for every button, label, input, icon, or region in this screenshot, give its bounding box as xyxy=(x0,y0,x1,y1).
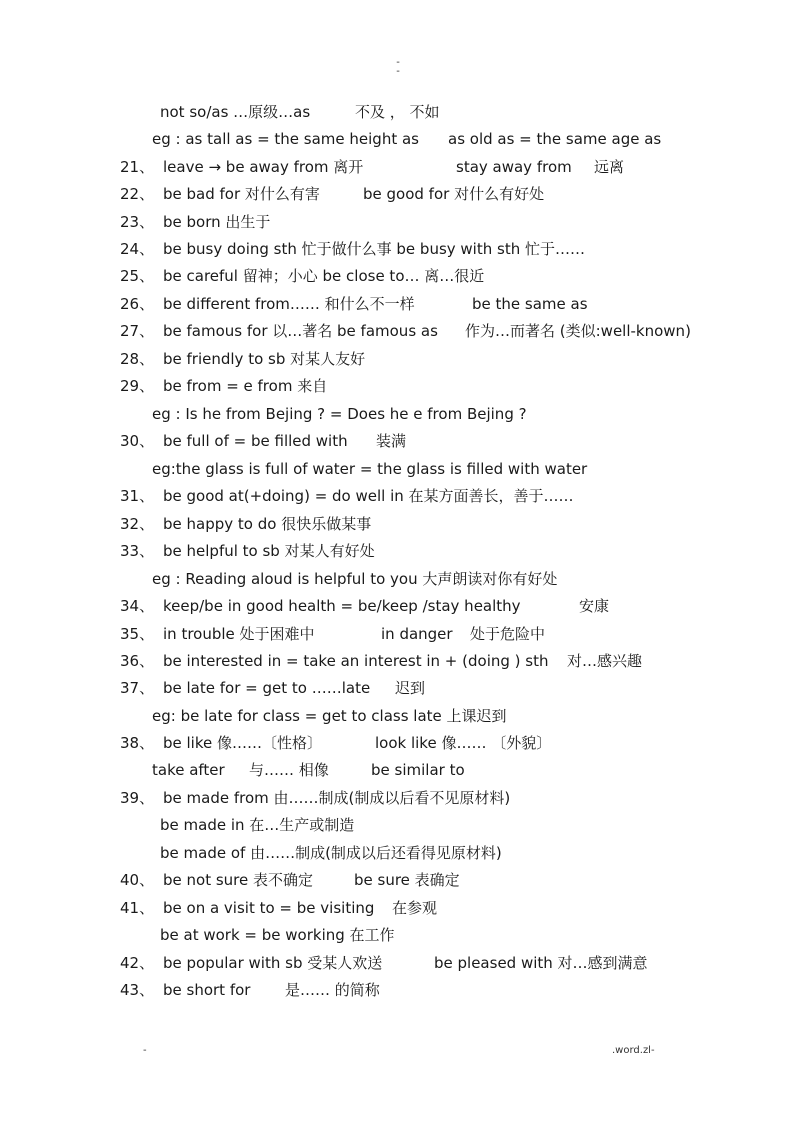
entry-text: be careful 留神；小心 be close to… 离…很近 xyxy=(163,267,485,285)
header-mark-bottom: - xyxy=(396,66,400,77)
entry-text: take after xyxy=(152,761,225,779)
entry-number: 37、 xyxy=(120,679,155,697)
entry-text: leave → be away from 离开 xyxy=(163,158,364,176)
entry-text: 对…感兴趣 xyxy=(567,652,643,670)
entry-number: 42、 xyxy=(120,954,155,972)
entry-text: be made from 由……制成(制成以后看不见原材料) xyxy=(163,789,511,807)
entry-text: eg:the glass is full of water = the glass is filled with water xyxy=(152,460,588,478)
entry-text: stay away from xyxy=(456,158,572,176)
entry-text: as old as = the same age as xyxy=(448,130,662,148)
entry-text: eg : Is he from Bejing ? = Does he e from Bejing ? xyxy=(152,405,527,423)
entry-number: 21、 xyxy=(120,158,155,176)
entry-number: 38、 xyxy=(120,734,155,752)
entry-text: be full of = be filled with xyxy=(163,432,348,450)
entry-text: be good for 对什么有好处 xyxy=(363,185,545,203)
entry-text: be busy doing sth 忙于做什么事 be busy with sth 忙于…… xyxy=(163,240,585,258)
entry-text: be short for xyxy=(163,981,251,999)
entry-number: 23、 xyxy=(120,213,155,231)
entry-number: 27、 xyxy=(120,322,155,340)
entry-text: in danger xyxy=(381,625,453,643)
entry-number: 22、 xyxy=(120,185,155,203)
entry-text: be bad for 对什么有害 xyxy=(163,185,320,203)
entry-text: be the same as xyxy=(472,295,588,313)
header-marks xyxy=(392,58,404,76)
entry-number: 43、 xyxy=(120,981,155,999)
entry-number: 35、 xyxy=(120,625,155,643)
entry-number: 33、 xyxy=(120,542,155,560)
header-mark-top: - xyxy=(396,57,400,68)
entry-text: be made in 在…生产或制造 xyxy=(160,816,355,834)
entry-text: 不及 ， 不如 xyxy=(355,103,440,121)
entry-text: 安康 xyxy=(579,597,610,615)
entry-number: 34、 xyxy=(120,597,155,615)
entry-text: be famous for 以…著名 be famous as xyxy=(163,322,438,340)
entry-text: look like 像…… 〔外貌〕 xyxy=(375,734,552,752)
entry-number: 36、 xyxy=(120,652,155,670)
footer-left: - xyxy=(143,1045,147,1056)
entry-text: 处于危险中 xyxy=(470,625,546,643)
entry-text: be sure 表确定 xyxy=(354,871,460,889)
entry-text: 远离 xyxy=(594,158,625,176)
entry-text: be from = e from 来自 xyxy=(163,377,328,395)
entry-number: 32、 xyxy=(120,515,155,533)
entry-text: keep/be in good health = be/keep /stay healthy xyxy=(163,597,521,615)
entry-text: be at work = be working 在工作 xyxy=(160,926,395,944)
entry-text: be helpful to sb 对某人有好处 xyxy=(163,542,375,560)
entry-number: 31、 xyxy=(120,487,155,505)
entry-text: be friendly to sb 对某人友好 xyxy=(163,350,366,368)
entry-text: be different from…… 和什么不一样 xyxy=(163,295,415,313)
entry-text: be popular with sb 受某人欢送 xyxy=(163,954,383,972)
entry-text: 装满 xyxy=(376,432,407,450)
entry-number: 29、 xyxy=(120,377,155,395)
entry-text: 是…… 的简称 xyxy=(285,981,380,999)
entry-text: not so/as …原级…as xyxy=(160,103,311,121)
entry-text: be born 出生于 xyxy=(163,213,271,231)
entry-text: eg : Reading aloud is helpful to you 大声朗读对你有好处 xyxy=(152,570,558,588)
entry-text: 在参观 xyxy=(392,899,438,917)
entry-number: 40、 xyxy=(120,871,155,889)
entry-number: 25、 xyxy=(120,267,155,285)
entry-text: be late for = get to ……late xyxy=(163,679,371,697)
entry-number: 30、 xyxy=(120,432,155,450)
entry-text: be interested in = take an interest in + (doing ) sth xyxy=(163,652,549,670)
entry-number: 24、 xyxy=(120,240,155,258)
entry-text: be good at(+doing) = do well in 在某方面善长，善于…… xyxy=(163,487,574,505)
entry-number: 26、 xyxy=(120,295,155,313)
entry-text: eg: be late for class = get to class late 上课迟到 xyxy=(152,707,507,725)
entry-text: 作为…而著名 (类似:well-known) xyxy=(465,322,691,340)
entry-text: eg : as tall as = the same height as xyxy=(152,130,419,148)
entry-text: be like 像……〔性格〕 xyxy=(163,734,323,752)
entry-number: 41、 xyxy=(120,899,155,917)
entry-text: be similar to xyxy=(371,761,465,779)
entry-number: 39、 xyxy=(120,789,155,807)
entry-text: 与…… 相像 xyxy=(249,761,329,779)
footer-right: .word.zl- xyxy=(612,1045,655,1056)
entry-text: be pleased with 对…感到满意 xyxy=(434,954,648,972)
entry-text: be happy to do 很快乐做某事 xyxy=(163,515,372,533)
entry-text: 迟到 xyxy=(395,679,426,697)
entry-text: be on a visit to = be visiting xyxy=(163,899,375,917)
entry-text: in trouble 处于困难中 xyxy=(163,625,315,643)
entry-text: be not sure 表不确定 xyxy=(163,871,314,889)
entry-number: 28、 xyxy=(120,350,155,368)
entry-text: be made of 由……制成(制成以后还看得见原材料) xyxy=(160,844,502,862)
